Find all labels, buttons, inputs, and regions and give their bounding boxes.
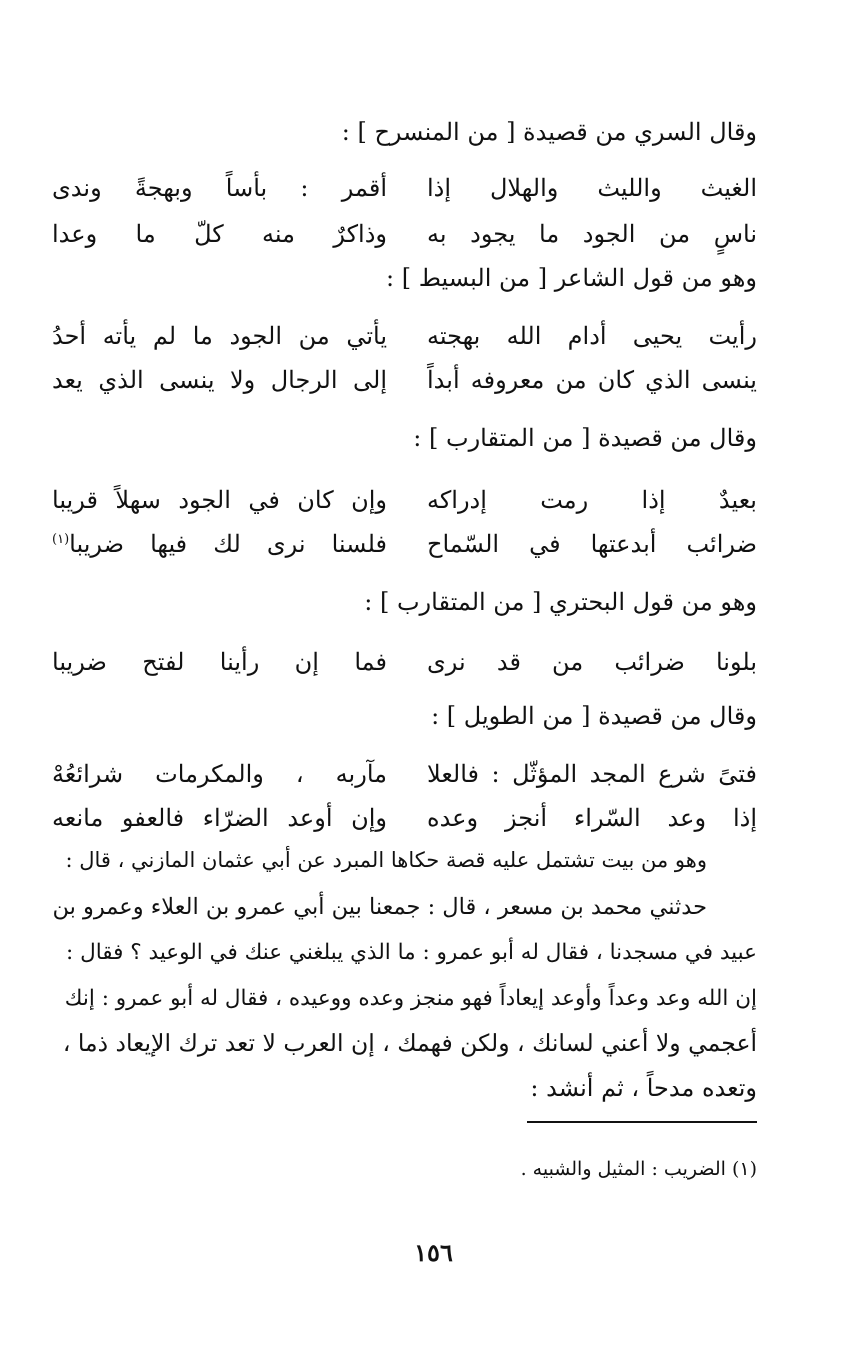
- prose-line: أعجمي ولا أعني لسانك ، ولكن فهمك ، إن العرب لا تعد ترك الإيعاد ذما ،: [62, 1029, 757, 1057]
- verse-second-hemistich: مآربه ، والمكرمات شرائعُهْ: [52, 760, 387, 788]
- verse-second-hemistich: فما إن رأينا لفتح ضريبا: [52, 648, 387, 676]
- verse-second-hemistich: أقمر : بأساً وبهجةً وندى: [52, 174, 387, 202]
- verse-first-hemistich: ضرائب أبدعتها في السّماح: [427, 530, 757, 558]
- verse-text: فلسنا نرى لك فيها ضريبا: [69, 530, 387, 558]
- verse-line: [52, 650, 757, 684]
- section-heading: وقال السري من قصيدة [ من المنسرح ] :: [341, 118, 757, 146]
- verse-line: [52, 532, 757, 566]
- verse-second-hemistich: وإن أوعد الضرّاء فالعفو مانعه: [52, 804, 387, 832]
- page-number: ١٥٦: [414, 1238, 453, 1267]
- footnote-marker: (١): [52, 532, 70, 547]
- prose-line: حدثني محمد بن مسعر ، قال : جمعنا بين أبي عمرو بن العلاء وعمرو بن: [52, 894, 707, 920]
- verse-line: [52, 488, 757, 522]
- prose-line: وتعده مدحاً ، ثم أنشد :: [530, 1074, 757, 1102]
- verse-first-hemistich: إذا وعد السّراء أنجز وعده: [427, 804, 757, 832]
- verse-line: [52, 368, 757, 402]
- verse-first-hemistich: رأيت يحيى أدام الله بهجته: [427, 322, 757, 350]
- footnote-separator: [527, 1121, 757, 1123]
- verse-line: [52, 806, 757, 840]
- section-heading: وقال من قصيدة [ من الطويل ] :: [431, 702, 757, 730]
- verse-line: [52, 762, 757, 796]
- verse-first-hemistich: ينسى الذي كان من معروفه أبداً: [427, 366, 757, 394]
- verse-first-hemistich: ناسٍ من الجود ما يجود به: [427, 220, 757, 248]
- verse-second-hemistich: يأتي من الجود ما لم يأته أحدُ: [52, 322, 387, 350]
- verse-line: [52, 222, 757, 256]
- section-heading: وهو من قول الشاعر [ من البسيط ] :: [386, 264, 757, 292]
- section-heading: وقال من قصيدة [ من المتقارب ] :: [413, 424, 757, 452]
- verse-first-hemistich: بلونا ضرائب من قد نرى: [427, 648, 757, 676]
- prose-line: عبيد في مسجدنا ، فقال له أبو عمرو : ما الذي يبلغني عنك في الوعيد ؟ فقال :: [66, 940, 757, 965]
- verse-first-hemistich: فتىً شرع المجد المؤثّل : فالعلا: [427, 760, 757, 788]
- verse-line: [52, 176, 757, 210]
- verse-first-hemistich: بعيدٌ إذا رمت إدراكه: [427, 486, 757, 514]
- verse-second-hemistich: إلى الرجال ولا ينسى الذي يعد: [52, 366, 387, 394]
- footnote: (١) الضريب : المثيل والشبيه .: [520, 1158, 757, 1180]
- prose-line: إن الله وعد وعداً وأوعد إيعاداً فهو منجز وعده ووعيده ، فقال له أبو عمرو : إنك: [64, 986, 757, 1011]
- verse-second-hemistich: وإن كان في الجود سهلاً قريبا: [52, 486, 387, 514]
- section-heading: وهو من قول البحتري [ من المتقارب ] :: [364, 588, 757, 616]
- verse-second-hemistich: وذاكرٌ منه كلّ ما وعدا: [52, 220, 387, 248]
- verse-second-hemistich: [52, 532, 387, 556]
- prose-line: وهو من بيت تشتمل عليه قصة حكاها المبرد عن أبي عثمان المازني ، قال :: [65, 848, 707, 872]
- verse-first-hemistich: الغيث والليث والهلال إذا: [427, 174, 757, 202]
- verse-line: [52, 324, 757, 358]
